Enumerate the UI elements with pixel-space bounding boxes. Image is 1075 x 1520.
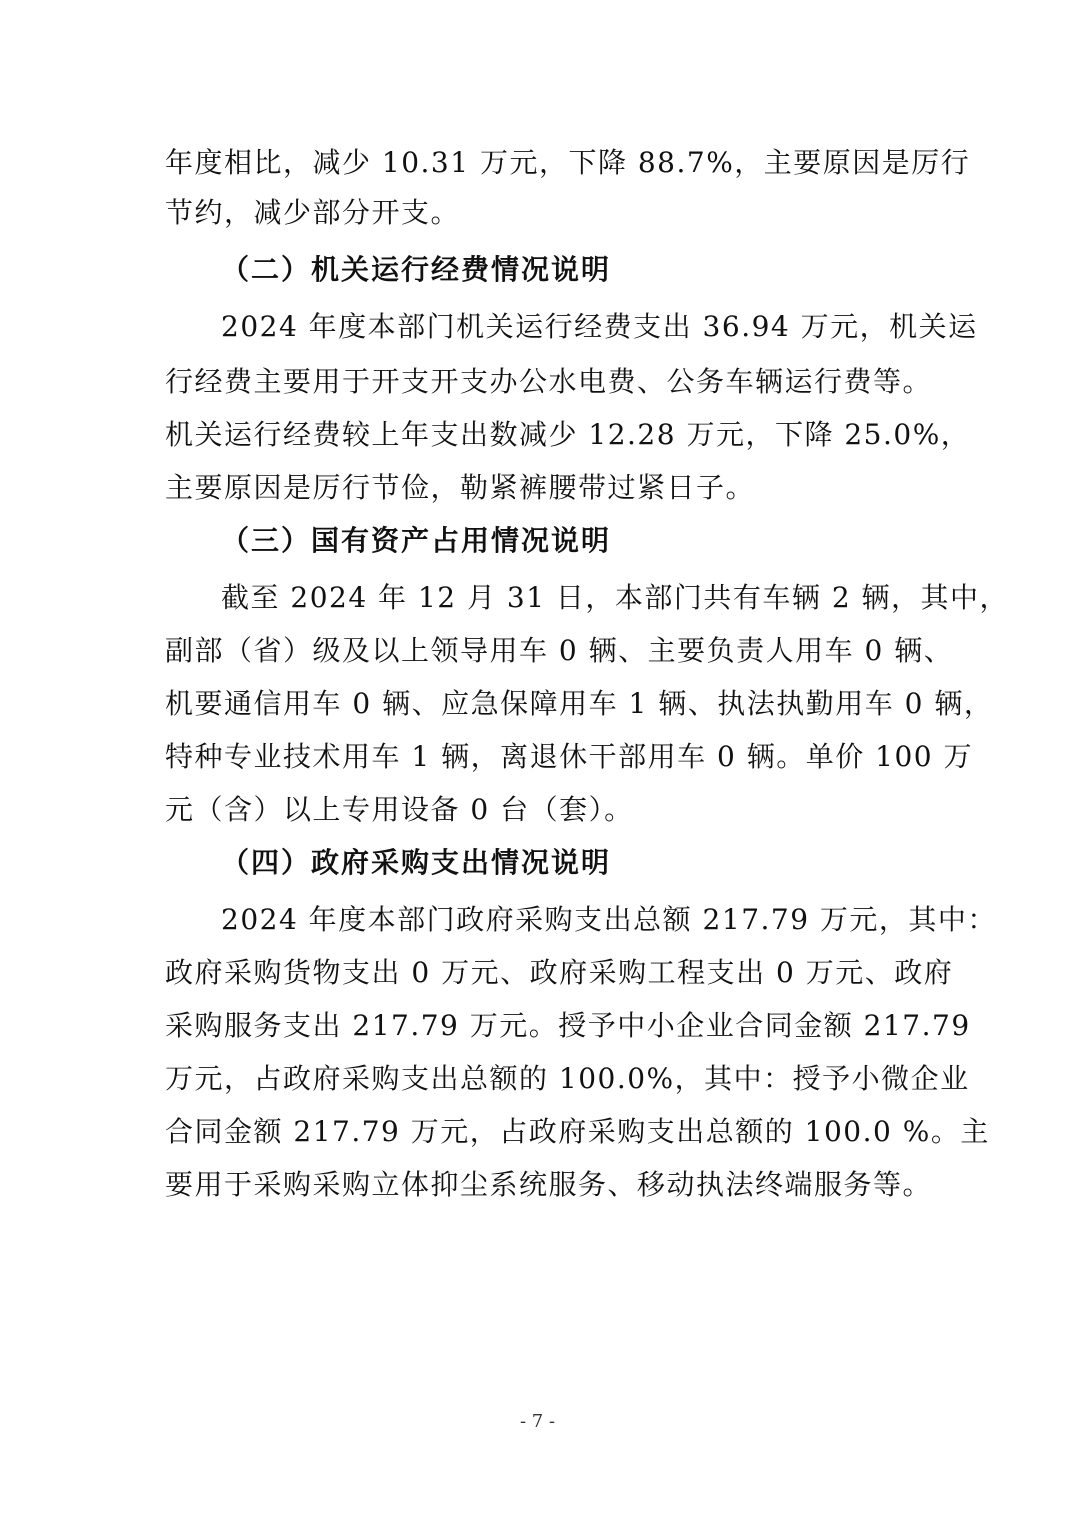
paragraph-line: 主要原因是厉行节俭，勒紧裤腰带过紧日子。 <box>165 471 756 504</box>
paragraph-line: 要用于采购采购立体抑尘系统服务、移动执法终端服务等。 <box>165 1168 933 1201</box>
paragraph-line: 2024 年度本部门机关运行经费支出 36.94 万元，机关运 <box>221 310 978 343</box>
paragraph-line: 节约，减少部分开支。 <box>165 196 461 229</box>
paragraph-line: 机关运行经费较上年支出数减少 12.28 万元，下降 25.0%， <box>165 418 971 451</box>
paragraph-line: 元（含）以上专用设备 0 台（套）。 <box>165 793 634 826</box>
paragraph-line: 合同金额 217.79 万元，占政府采购支出总额的 100.0 %。主 <box>165 1115 990 1148</box>
paragraph-line: 2024 年度本部门政府采购支出总额 217.79 万元，其中： <box>221 903 997 936</box>
page-number: - 7 - <box>519 1411 556 1432</box>
paragraph-line: 特种专业技术用车 1 辆，离退休干部用车 0 辆。单价 100 万 <box>165 740 973 773</box>
paragraph-line: 万元，占政府采购支出总额的 100.0%，其中：授予小微企业 <box>165 1062 970 1095</box>
paragraph-line: 机要通信用车 0 辆、应急保障用车 1 辆、执法执勤用车 0 辆， <box>165 687 994 720</box>
paragraph-line: 政府采购货物支出 0 万元、政府采购工程支出 0 万元、政府 <box>165 956 954 989</box>
paragraph-line: 行经费主要用于开支开支办公水电费、公务车辆运行费等。 <box>165 365 933 398</box>
section-heading-state-assets: （三）国有资产占用情况说明 <box>221 524 612 557</box>
paragraph-line: 截至 2024 年 12 月 31 日，本部门共有车辆 2 辆，其中， <box>221 581 1010 614</box>
paragraph-line: 采购服务支出 217.79 万元。授予中小企业合同金额 217.79 <box>165 1009 971 1042</box>
paragraph-line: 副部（省）级及以上领导用车 0 辆、主要负责人用车 0 辆、 <box>165 634 954 667</box>
paragraph-line: 年度相比，减少 10.31 万元，下降 88.7%，主要原因是厉行 <box>165 146 971 179</box>
section-heading-government-procurement: （四）政府采购支出情况说明 <box>221 846 612 879</box>
section-heading-operating-expenses: （二）机关运行经费情况说明 <box>221 253 612 286</box>
